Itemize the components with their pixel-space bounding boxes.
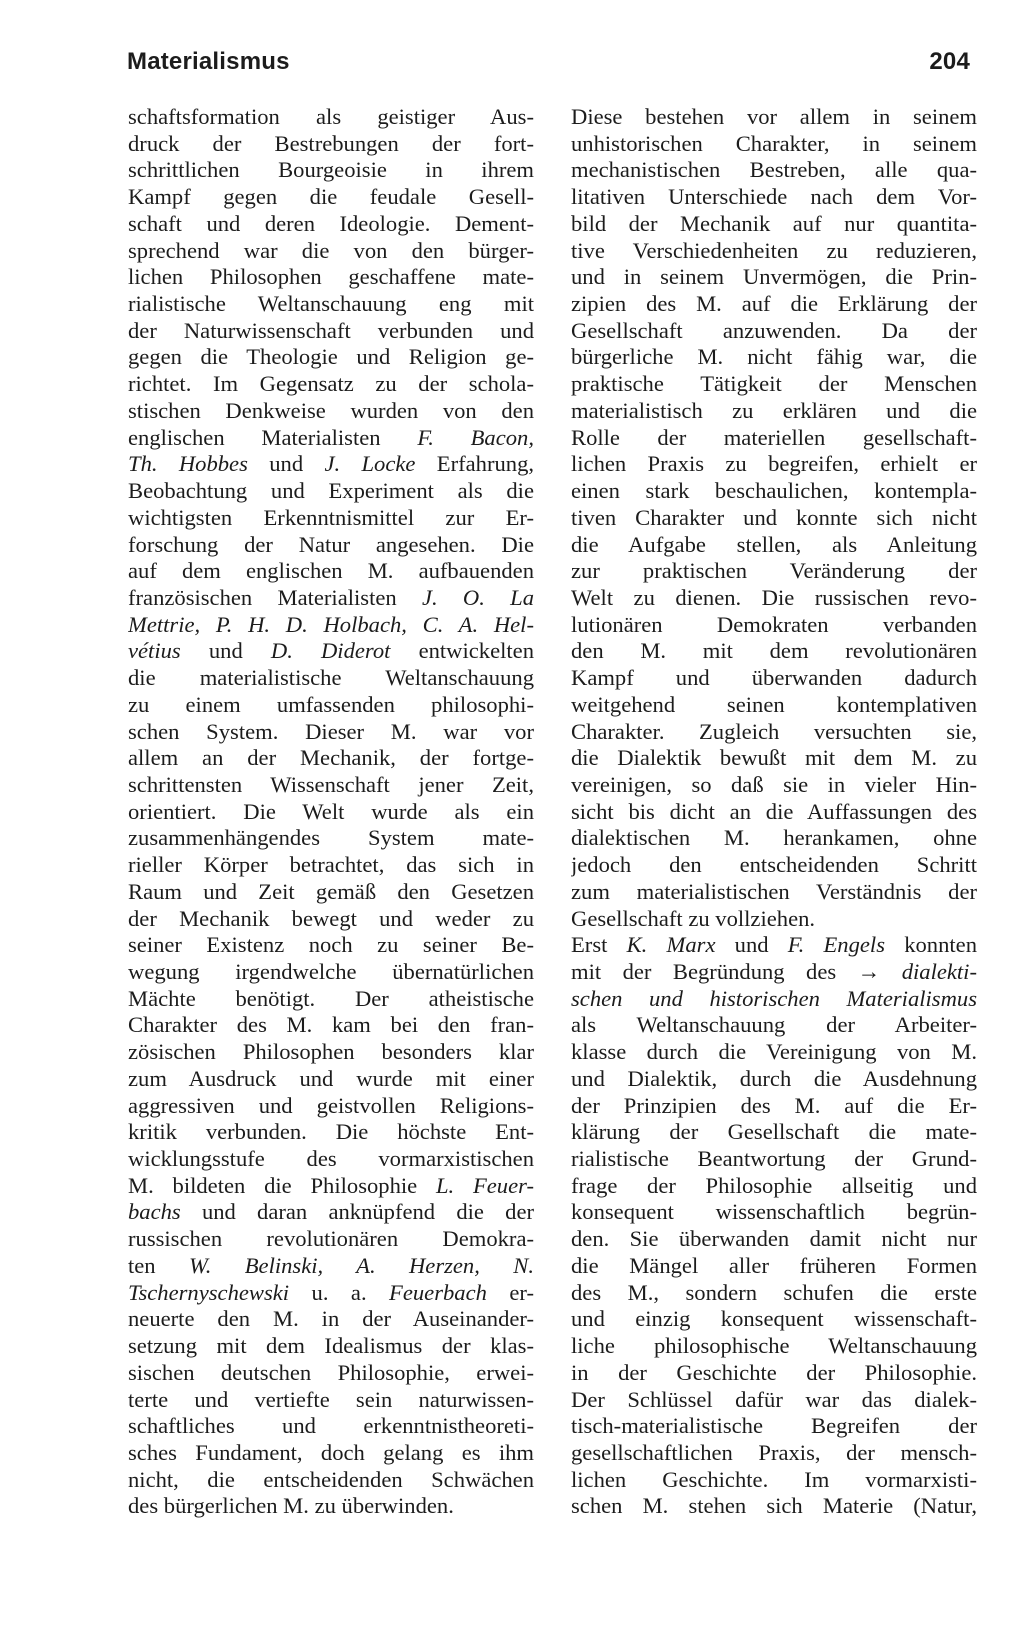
text-line: frage der Philosophie allseitig und	[571, 1172, 977, 1198]
text-line: kritik verbunden. Die höchste Ent-	[128, 1119, 534, 1145]
text-line: schrittlichen Bourgeoisie in ihrem	[128, 157, 534, 183]
italic-name: W. Belinski, A. Herzen, N.	[188, 1252, 534, 1278]
italic-name: dialekti-	[901, 959, 977, 984]
italic-name: K. Marx	[626, 932, 716, 958]
text-line: vétius und D. Diderot entwickelten	[128, 638, 534, 664]
text-line: zum Ausdruck und wurde mit einer	[128, 1065, 534, 1091]
italic-name: Mettrie, P. H. D. Holbach, C. A. Hel-	[128, 611, 534, 637]
text-line: gesellschaftlichen Praxis, der mensch-	[571, 1439, 977, 1465]
text-line: lichen Philosophen geschaffene mate-	[128, 264, 534, 290]
text-line: die Aufgabe stellen, als Anleitung	[571, 531, 977, 557]
text-line: Th. Hobbes und J. Locke Erfahrung,	[128, 451, 534, 477]
text-line: der Mechanik bewegt und weder zu	[128, 905, 534, 931]
text-line: dialektischen M. herankamen, ohne	[571, 825, 977, 851]
text-line: auf dem englischen M. aufbauenden	[128, 558, 534, 584]
text-line: zu einem umfassenden philosophi-	[128, 691, 534, 717]
text-line: wicklungsstufe des vormarxistischen	[128, 1146, 534, 1172]
text-line: Rolle der materiellen gesellschaft-	[571, 424, 977, 450]
text-line: Erst K. Marx und F. Engels konnten	[571, 932, 977, 958]
text-line: zösischen Philosophen besonders klar	[128, 1039, 534, 1065]
text-line: französischen Materialisten J. O. La	[128, 584, 534, 610]
text-line: zum materialistischen Verständnis der	[571, 878, 977, 904]
running-head	[127, 48, 970, 76]
text-line: Kampf und überwanden dadurch	[571, 665, 977, 691]
text-line: klärung der Gesellschaft die mate-	[571, 1119, 977, 1145]
text-line: schaftsformation als geistiger Aus-	[128, 104, 534, 129]
text-line: einen stark beschaulichen, kontempla-	[571, 478, 977, 504]
text-line: schen System. Dieser M. war vor	[128, 718, 534, 744]
italic-name: Th. Hobbes	[128, 451, 248, 477]
text-line: den. Sie überwanden damit nicht nur	[571, 1226, 977, 1252]
text-line: Tschernyschewski u. a. Feuerbach er-	[128, 1279, 534, 1305]
text-line: forschung der Natur angesehen. Die	[128, 531, 534, 557]
text-line: zipien des M. auf die Erklärung der	[571, 291, 977, 317]
text-line: lichen Geschichte. Im vormarxisti-	[571, 1466, 977, 1492]
text-line: richtet. Im Gegensatz zu der schola-	[128, 371, 534, 397]
text-line: mit der Begründung des → dialekti-	[571, 959, 977, 984]
text-line: aggressiven und geistvollen Religions-	[128, 1092, 534, 1118]
text-line: Mächte benötigt. Der atheistische	[128, 985, 534, 1011]
text-line: des M., sondern schufen die erste	[571, 1279, 977, 1305]
text-line: sischen deutschen Philosophie, erwei-	[128, 1359, 534, 1385]
text-line: und in seinem Unvermögen, die Prin-	[571, 264, 977, 290]
right-column	[571, 104, 977, 1520]
text-line: den M. mit dem revolutionären	[571, 638, 977, 664]
text-line: sicht bis dicht an die Auffassungen des	[571, 798, 977, 824]
text-line: Gesellschaft zu vollziehen.	[571, 905, 816, 931]
text-line	[571, 986, 977, 1013]
text-line: bürgerliche M. nicht fähig war, die	[571, 344, 977, 370]
italic-name: bachs	[128, 1199, 181, 1225]
text-line: schaftliches und erkenntnistheoreti-	[128, 1413, 534, 1439]
text-line: liche philosophische Weltanschauung	[571, 1333, 977, 1359]
text-line: klasse durch die Vereinigung von M.	[571, 1039, 977, 1065]
text-line: orientiert. Die Welt wurde als ein	[128, 798, 534, 824]
italic-name: L. Feuer-	[435, 1172, 534, 1198]
text-line: setzung mit dem Idealismus der klas-	[128, 1333, 534, 1359]
italic-name: J. Locke	[324, 451, 416, 477]
text-line: wichtigsten Erkenntnismittel zur Er-	[128, 504, 534, 530]
text-line: seiner Existenz noch zu seiner Be-	[128, 932, 534, 958]
text-line: russischen revolutionären Demokra-	[128, 1226, 534, 1252]
text-line: Beobachtung und Experiment als die	[128, 478, 534, 504]
text-line	[128, 612, 534, 639]
italic-name: D. Diderot	[270, 638, 391, 664]
text-line: druck der Bestrebungen der fort-	[128, 130, 534, 156]
text-line: bachs und daran anknüpfend die der	[128, 1199, 534, 1225]
text-line: rialistische Weltanschauung eng mit	[128, 291, 534, 317]
text-line: lutionären Demokraten verbanden	[571, 611, 977, 637]
text-line: terte und vertiefte sein naturwissen-	[128, 1386, 534, 1412]
text-line: des bürgerlichen M. zu überwinden.	[128, 1493, 454, 1519]
text-line: und einzig konsequent wissenschaft-	[571, 1306, 977, 1332]
page-title: Materialismus	[127, 48, 290, 75]
text-line: zur praktischen Veränderung der	[571, 558, 977, 584]
italic-name: vétius	[128, 638, 181, 664]
text-line: Der Schlüssel dafür war das dialek-	[571, 1386, 977, 1412]
text-line: ten W. Belinski, A. Herzen, N.	[128, 1252, 534, 1278]
text-line: der Naturwissenschaft verbunden und	[128, 317, 534, 343]
text-line: Kampf gegen die feudale Gesell-	[128, 184, 534, 210]
text-line: litativen Unterschiede nach dem Vor-	[571, 184, 977, 210]
text-line: Raum und Zeit gemäß den Gesetzen	[128, 878, 534, 904]
text-line: der Prinzipien des M. auf die Er-	[571, 1092, 977, 1118]
text-line: rieller Körper betrachtet, das sich in	[128, 852, 534, 878]
text-line: Charakter des M. kam bei den fran-	[128, 1012, 534, 1038]
text-line: rialistische Beantwortung der Grund-	[571, 1146, 977, 1172]
text-line: sprechend war die von den bürger-	[128, 237, 534, 263]
text-line: allem an der Mechanik, der fortge-	[128, 745, 534, 771]
text-line: tiven Charakter und konnte sich nicht	[571, 504, 977, 530]
page-number: 204	[929, 48, 970, 75]
text-line: Charakter. Zugleich versuchten sie,	[571, 718, 977, 744]
italic-name: Tschernyschewski	[128, 1279, 290, 1305]
text-line: nicht, die entscheidenden Schwächen	[128, 1466, 534, 1492]
text-line: konsequent wissenschaftlich begrün-	[571, 1199, 977, 1225]
text-line: stischen Denkweise wurden von den	[128, 397, 534, 423]
italic-name: J. O. La	[421, 584, 534, 610]
text-line: Welt zu dienen. Die russischen revo-	[571, 584, 977, 610]
text-line: schaft und deren Ideologie. Dement-	[128, 210, 534, 236]
text-line: jedoch den entscheidenden Schritt	[571, 852, 977, 878]
text-line: neuerte den M. in der Auseinander-	[128, 1306, 534, 1332]
text-line: die Dialektik bewußt mit dem M. zu	[571, 745, 977, 771]
text-line: schen M. stehen sich Materie (Natur,	[571, 1493, 977, 1519]
text-line: gegen die Theologie und Religion ge-	[128, 344, 534, 370]
text-line: wegung irgendwelche übernatürlichen	[128, 959, 534, 984]
italic-name: Feuerbach	[389, 1279, 487, 1305]
text-line: tive Verschiedenheiten zu reduzieren,	[571, 237, 977, 263]
text-line: zusammenhängendes System mate-	[128, 825, 534, 851]
text-line: die materialistische Weltanschauung	[128, 665, 534, 691]
text-line: Diese bestehen vor allem in seinem	[571, 104, 977, 129]
text-line: vereinigen, so daß sie in vieler Hin-	[571, 771, 977, 797]
text-line: bild der Mechanik auf nur quantita-	[571, 210, 977, 236]
italic-name: F. Engels	[787, 932, 885, 958]
text-line: unhistorischen Charakter, in seinem	[571, 130, 977, 156]
text-line: materialistisch zu erklären und die	[571, 397, 977, 423]
italic-name: schen und historischen Materialismus	[571, 985, 977, 1011]
text-line: und Dialektik, durch die Ausdehnung	[571, 1065, 977, 1091]
text-line: als Weltanschauung der Arbeiter-	[571, 1012, 977, 1038]
text-line: in der Geschichte der Philosophie.	[571, 1359, 977, 1385]
text-line: schrittensten Wissenschaft jener Zeit,	[128, 771, 534, 797]
text-line: praktische Tätigkeit der Menschen	[571, 371, 977, 397]
text-line: sches Fundament, doch gelang es ihm	[128, 1439, 534, 1465]
text-line: tisch-materialistische Begreifen der	[571, 1413, 977, 1439]
text-line: Gesellschaft anzuwenden. Da der	[571, 317, 977, 343]
text-line: M. bildeten die Philosophie L. Feuer-	[128, 1172, 534, 1198]
text-line: lichen Praxis zu begreifen, erhielt er	[571, 451, 977, 477]
text-line: englischen Materialisten F. Bacon,	[128, 424, 534, 450]
text-line: weitgehend seinen kontemplativen	[571, 691, 977, 717]
text-line: mechanistischen Bestreben, alle qua-	[571, 157, 977, 183]
italic-name: F. Bacon,	[417, 424, 534, 450]
left-column	[128, 104, 534, 1520]
text-line: die Mängel aller früheren Formen	[571, 1252, 977, 1278]
